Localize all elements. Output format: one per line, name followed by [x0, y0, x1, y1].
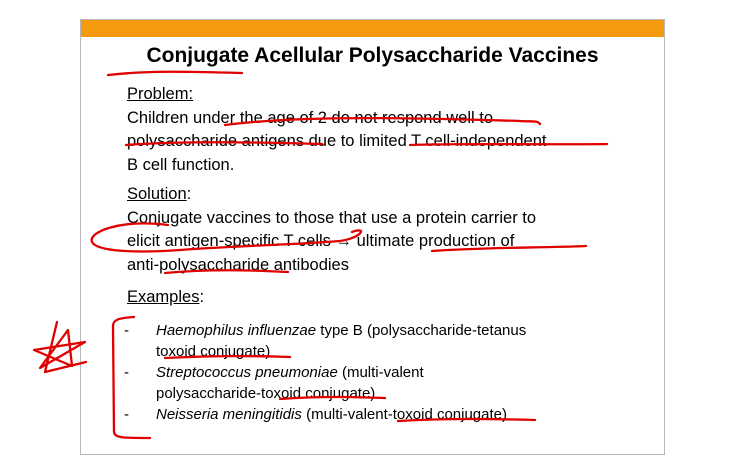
- slide: [80, 19, 665, 455]
- problem-line-2: polysaccharide antigens due to limited T cell-independent: [127, 132, 547, 150]
- solution-heading: Solution: [127, 185, 187, 203]
- example-item-streptococcus: [124, 362, 526, 404]
- star-icon: [34, 322, 86, 372]
- slide-title: Conjugate Acellular Polysaccharide Vaccines: [146, 44, 599, 67]
- solution-line-3: anti-polysaccharide antibodies: [127, 255, 349, 274]
- examples-heading-row: [127, 286, 204, 310]
- slide-accent-bar: [81, 20, 664, 37]
- example-organism: Neisseria meningitidis: [156, 406, 302, 423]
- example-organism: Streptococcus pneumoniae: [156, 364, 338, 381]
- list-dash: -: [124, 406, 129, 423]
- example-detail: type B (polysaccharide-tetanus: [316, 322, 527, 339]
- examples-heading: Examples: [127, 288, 200, 306]
- examples-colon: :: [199, 288, 205, 306]
- example-detail: (multi-valent: [337, 364, 424, 381]
- example-item-neisseria: [124, 404, 526, 425]
- problem-section: [127, 83, 547, 177]
- solution-heading-row: [127, 183, 536, 207]
- solution-line-1: Conjugate vaccines to those that use a protein carrier to: [127, 208, 537, 227]
- solution-colon: :: [186, 185, 192, 203]
- examples-list: [124, 320, 527, 425]
- solution-section: [127, 183, 536, 277]
- example-detail-cont: polysaccharide-toxoid conjugate): [156, 385, 376, 402]
- problem-line-1: Children under the age of 2 do not respond well to: [127, 108, 493, 127]
- list-dash: -: [124, 364, 129, 381]
- example-detail: (multi-valent-toxoid conjugate): [301, 406, 507, 423]
- list-dash: -: [124, 322, 129, 339]
- example-detail-cont: toxoid conjugate): [156, 343, 271, 360]
- problem-heading: Problem:: [127, 85, 194, 103]
- problem-line-3: B cell function.: [127, 155, 235, 174]
- example-item-haemophilus: [124, 320, 527, 362]
- example-organism: Haemophilus influenzae: [156, 322, 317, 339]
- solution-line-2: elicit antigen-specific T cells → ultimate production of: [127, 232, 515, 250]
